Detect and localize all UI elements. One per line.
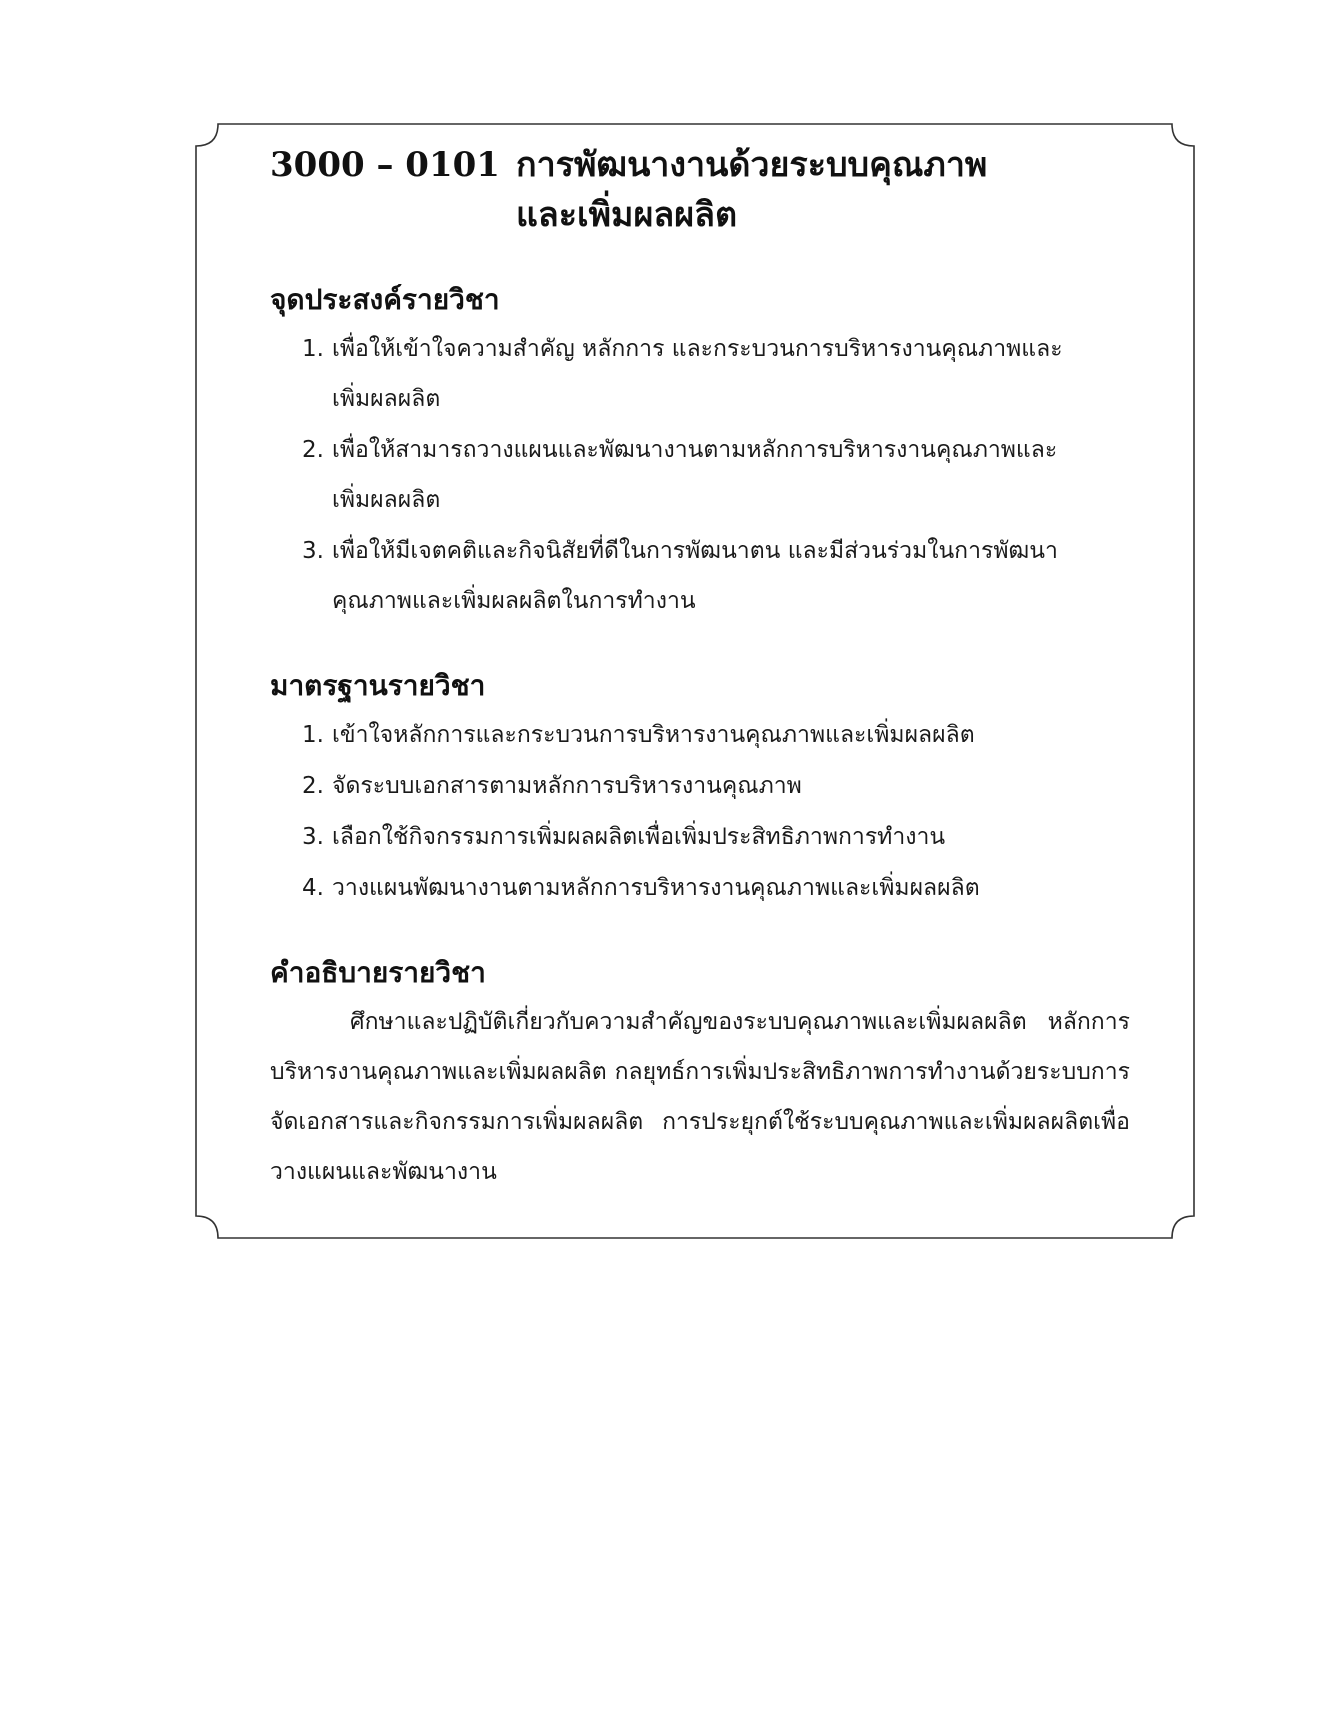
description-heading: คำอธิบายรายวิชา (270, 956, 486, 989)
item-number: 2. (302, 773, 324, 799)
description-section (270, 953, 1130, 1197)
item-line: เพิ่มผลผลิต (332, 386, 441, 412)
objectives-list (270, 324, 1130, 626)
standards-heading: มาตรฐานรายวิชา (270, 669, 486, 702)
list-item (302, 812, 1130, 862)
item-text (332, 324, 1130, 424)
course-card (270, 140, 1130, 1197)
item-text: เข้าใจหลักการและกระบวนการบริหารงานคุณภาพและเพิ่มผลผลิต (332, 722, 975, 748)
list-item (302, 425, 1130, 525)
course-header (270, 140, 1130, 240)
item-line: เพื่อให้สามารถวางแผนและพัฒนางานตามหลักการบริหารงานคุณภาพและ (332, 437, 1058, 463)
item-number: 2. (302, 437, 324, 463)
item-text (332, 425, 1130, 525)
item-line: เพื่อให้เข้าใจความสำคัญ หลักการ และกระบวนการบริหารงานคุณภาพและ (332, 336, 1063, 362)
course-title (516, 140, 1130, 240)
standards-list (270, 710, 1130, 913)
standards-section (270, 666, 1130, 913)
list-item (302, 863, 1130, 913)
course-title-line-2: และเพิ่มผลผลิต (516, 195, 738, 235)
item-text: เลือกใช้กิจกรรมการเพิ่มผลผลิตเพื่อเพิ่มประสิทธิภาพการทำงาน (332, 824, 946, 850)
item-line: คุณภาพและเพิ่มผลผลิตในการทำงาน (332, 588, 696, 614)
description-text: ศึกษาและปฏิบัติเกี่ยวกับความสำคัญของระบบคุณภาพและเพิ่มผลผลิต หลักการบริหารงานคุณภาพและเพิ่มผลผลิต กลยุทธ์การเพิ่มประสิทธิภาพการทำงานด้วยระบบการจัดเอกสารและกิจกรรมการเพิ่มผลผลิต การประยุกต์ใช้ระบบคุณภาพและเพิ่มผลผลิตเพื่อวางแผนและพัฒนางาน (270, 1009, 1130, 1185)
list-item (302, 324, 1130, 424)
item-number: 1. (302, 722, 324, 748)
list-item (302, 761, 1130, 811)
item-text: จัดระบบเอกสารตามหลักการบริหารงานคุณภาพ (332, 773, 802, 799)
item-line: เพื่อให้มีเจตคติและกิจนิสัยที่ดีในการพัฒนาตน และมีส่วนร่วมในการพัฒนา (332, 538, 1058, 564)
objectives-section (270, 280, 1130, 626)
item-number: 3. (302, 824, 324, 850)
course-code: 3000 – 0101 (270, 145, 500, 185)
list-item (302, 526, 1130, 626)
objectives-heading: จุดประสงค์รายวิชา (270, 283, 500, 316)
item-text (332, 526, 1130, 626)
item-number: 1. (302, 336, 324, 362)
item-line: เพิ่มผลผลิต (332, 487, 441, 513)
course-title-line-1: การพัฒนางานด้วยระบบคุณภาพ (516, 145, 988, 185)
list-item (302, 710, 1130, 760)
item-number: 4. (302, 875, 324, 901)
item-text: วางแผนพัฒนางานตามหลักการบริหารงานคุณภาพและเพิ่มผลผลิต (332, 875, 980, 901)
item-number: 3. (302, 538, 324, 564)
